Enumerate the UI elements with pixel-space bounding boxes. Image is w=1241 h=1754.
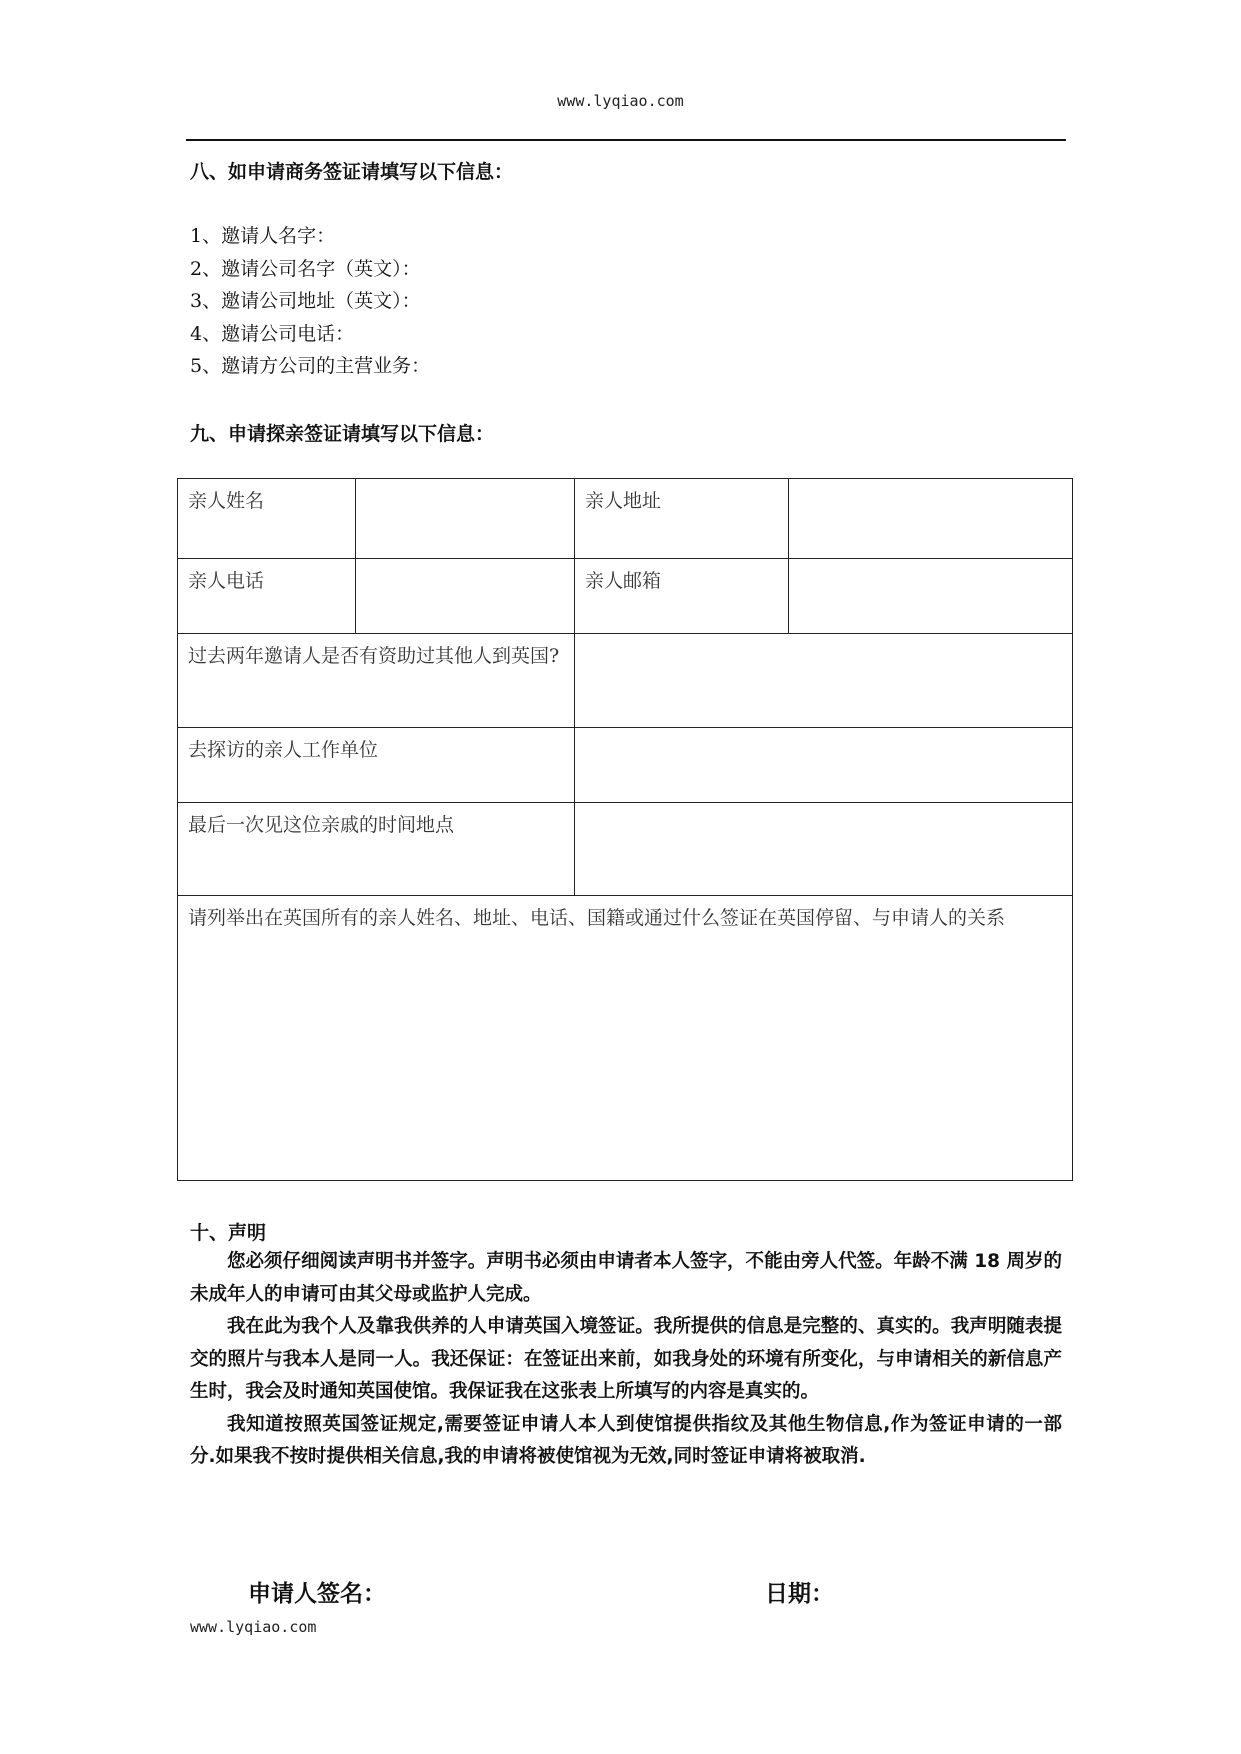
last-meeting-field[interactable]	[575, 803, 1073, 896]
section-10-title: 十、声明	[190, 1222, 267, 1244]
list-item: 4、邀请公司电话：	[190, 322, 355, 345]
applicant-signature-label: 申请人签名：	[248, 1581, 386, 1607]
relative-address-field[interactable]	[789, 479, 1073, 559]
relative-phone-label: 亲人电话	[178, 559, 356, 634]
relative-employer-field[interactable]	[575, 728, 1073, 803]
sponsored-others-label: 过去两年邀请人是否有资助过其他人到英国?	[178, 634, 575, 728]
footer-url: www.lyqiao.com	[190, 1618, 317, 1636]
relative-name-label: 亲人姓名	[178, 479, 356, 559]
last-meeting-label: 最后一次见这位亲戚的时间地点	[178, 803, 575, 896]
relatives-in-uk-field[interactable]	[178, 896, 1073, 1181]
list-item: 5、邀请方公司的主营业务：	[190, 355, 431, 377]
relative-employer-label: 去探访的亲人工作单位	[178, 728, 575, 803]
relatives-in-uk-label: 请列举出在英国所有的亲人姓名、地址、电话、国籍或通过什么签证在英国停留、与申请人的关系	[188, 907, 1006, 929]
relative-name-field[interactable]	[356, 479, 575, 559]
business-visa-list	[190, 220, 430, 383]
header-url: www.lyqiao.com	[557, 92, 684, 110]
date-label: 日期：	[765, 1581, 834, 1607]
declaration-text	[190, 1246, 1062, 1474]
sponsored-others-field[interactable]	[575, 634, 1073, 728]
relative-phone-field[interactable]	[356, 559, 575, 634]
list-item: 3、邀请公司地址（英文）：	[190, 290, 421, 312]
section-8-title: 八、如申请商务签证请填写以下信息：	[190, 161, 514, 183]
list-item: 2、邀请公司名字（英文）：	[190, 257, 421, 280]
section-9-title: 九、申请探亲签证请填写以下信息：	[190, 423, 495, 445]
header-rule	[186, 139, 1066, 141]
list-item: 1、邀请人名字：	[190, 225, 336, 247]
declaration-paragraph: 我在此为我个人及靠我供养的人申请英国入境签证。我所提供的信息是完整的、真实的。我声明随表提交的照片与我本人是同一人。我还保证：在签证出来前，如我身处的环境有所变化，与申请相关的新信息产生时，我会及时通知英国使馆。我保证我在这张表上所填写的内容是真实的。	[190, 1316, 1062, 1402]
relative-email-field[interactable]	[789, 559, 1073, 634]
family-visit-table	[177, 478, 1073, 1181]
relative-address-label: 亲人地址	[575, 479, 789, 559]
relative-email-label: 亲人邮箱	[575, 559, 789, 634]
declaration-paragraph: 您必须仔细阅读声明书并签字。声明书必须由申请者本人签字，不能由旁人代签。年龄不满 18 周岁的未成年人的申请可由其父母或监护人完成。	[190, 1251, 1062, 1305]
declaration-paragraph: 我知道按照英国签证规定,需要签证申请人本人到使馆提供指纹及其他生物信息,作为签证申请的一部分.如果我不按时提供相关信息,我的申请将被使馆视为无效,同时签证申请将被取消.	[190, 1413, 1062, 1467]
